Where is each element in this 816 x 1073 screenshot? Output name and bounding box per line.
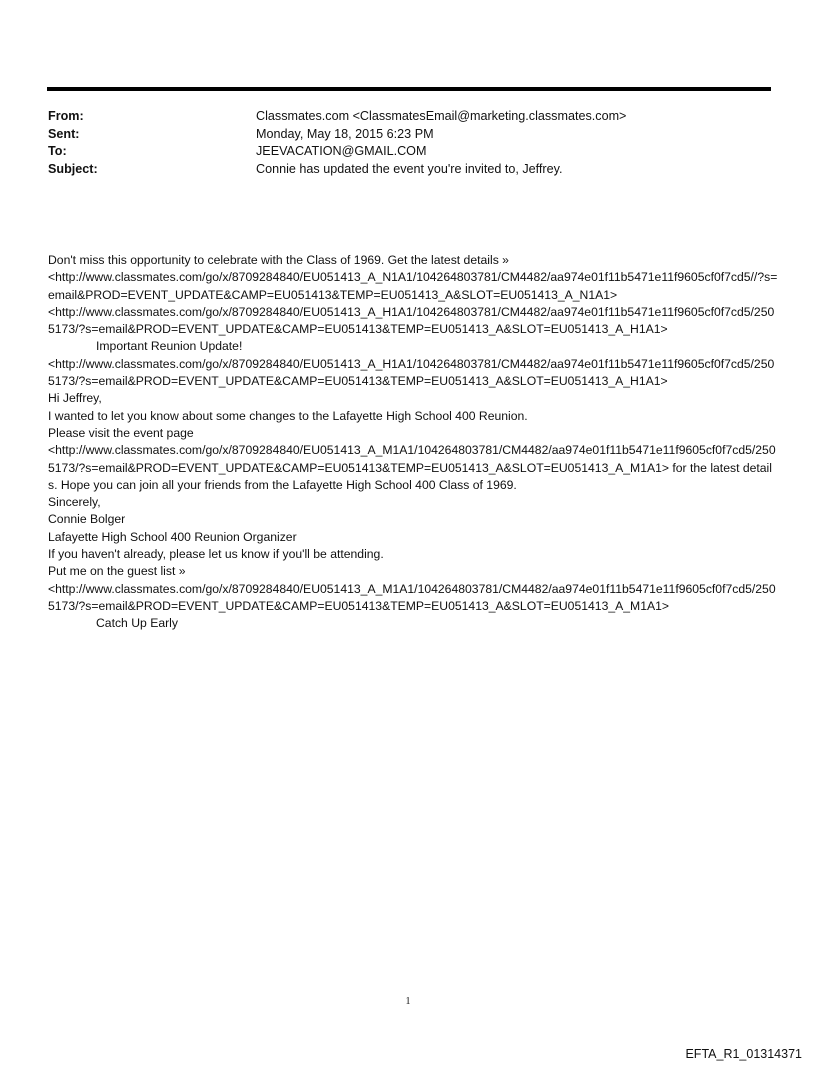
sent-row bbox=[48, 126, 771, 144]
changes-text: I wanted to let you know about some changes to the Lafayette High School 400 Reunion. bbox=[48, 408, 528, 423]
event-page-link[interactable]: <http://www.classmates.com/go/x/8709284840/EU051413_A_M1A1/104264803781/CM4482/aa974e01f11b5471e11f9605cf0f7cd5/2505173/?s=email&PROD=EVENT_UPDATE&CAMP=EU051413&TEMP=EU051413_A&SLOT=EU051413_A_M1A1> bbox=[48, 443, 776, 475]
header-image-link[interactable]: <http://www.classmates.com/go/x/8709284840/EU051413_A_H1A1/104264803781/CM4482/aa974e01f11b5471e11f9605cf0f7cd5/2505173/?s=email&PROD=EVENT_UPDATE&CAMP=EU051413&TEMP=EU051413_A&SLOT=EU051413_A_H1A1> bbox=[48, 304, 775, 337]
guest-list-link[interactable]: <http://www.classmates.com/go/x/8709284840/EU051413_A_M1A1/104264803781/CM4482/aa974e01f11b5471e11f9605cf0f7cd5/2505173/?s=email&PROD=EVENT_UPDATE&CAMP=EU051413&TEMP=EU051413_A&SLOT=EU051413_A_M1A1> bbox=[48, 581, 776, 613]
from-row bbox=[48, 108, 771, 126]
to-label: To: bbox=[48, 144, 67, 158]
attend-text: If you haven't already, please let us know if you'll be attending. bbox=[48, 547, 384, 562]
sincerely-text: Sincerely, bbox=[48, 495, 101, 510]
catch-up-heading: Catch Up Early bbox=[96, 616, 178, 631]
sent-label: Sent: bbox=[48, 126, 80, 141]
to-row bbox=[48, 143, 771, 161]
to-value: JEEVACATION@GMAIL.COM bbox=[256, 144, 427, 158]
signer-title: Lafayette High School 400 Reunion Organizer bbox=[48, 529, 297, 544]
reunion-update-heading: Important Reunion Update! bbox=[96, 339, 243, 354]
page-number: 1 bbox=[405, 996, 411, 1007]
signer-name: Connie Bolger bbox=[48, 512, 126, 527]
from-value: Classmates.com <ClassmatesEmail@marketing.classmates.com> bbox=[256, 109, 627, 123]
latest-details-link[interactable]: <http://www.classmates.com/go/x/8709284840/EU051413_A_N1A1/104264803781/CM4482/aa974e01f11b5471e11f9605cf0f7cd5//?s=email&PROD=EVENT_UPDATE&CAMP=EU051413&TEMP=EU051413_A&SLOT=EU051413_A_N1A1> bbox=[48, 270, 778, 302]
subject-label: Subject: bbox=[48, 161, 98, 176]
email-header bbox=[48, 108, 771, 178]
visit-tail-text: for the latest details. Hope you can join all your friends from the Lafayette High School 400 Class of 1969. bbox=[48, 460, 772, 492]
header-rule bbox=[47, 87, 771, 91]
from-label: From: bbox=[48, 109, 84, 123]
email-body bbox=[48, 252, 778, 633]
document-id: EFTA_R1_01314371 bbox=[685, 1047, 802, 1061]
intro-text: Don't miss this opportunity to celebrate with the Class of 1969. Get the latest details » bbox=[48, 253, 509, 267]
event-page-paragraph bbox=[48, 442, 778, 494]
subject-value: Connie has updated the event you're invited to, Jeffrey. bbox=[256, 161, 563, 176]
subject-row bbox=[48, 161, 771, 179]
guest-list-text: Put me on the guest list » bbox=[48, 564, 186, 579]
reunion-update-link[interactable]: <http://www.classmates.com/go/x/8709284840/EU051413_A_H1A1/104264803781/CM4482/aa974e01f11b5471e11f9605cf0f7cd5/2505173/?s=email&PROD=EVENT_UPDATE&CAMP=EU051413&TEMP=EU051413_A&SLOT=EU051413_A_H1A1> bbox=[48, 356, 775, 389]
greeting: Hi Jeffrey, bbox=[48, 391, 102, 406]
sent-value: Monday, May 18, 2015 6:23 PM bbox=[256, 126, 434, 141]
visit-text: Please visit the event page bbox=[48, 425, 194, 440]
